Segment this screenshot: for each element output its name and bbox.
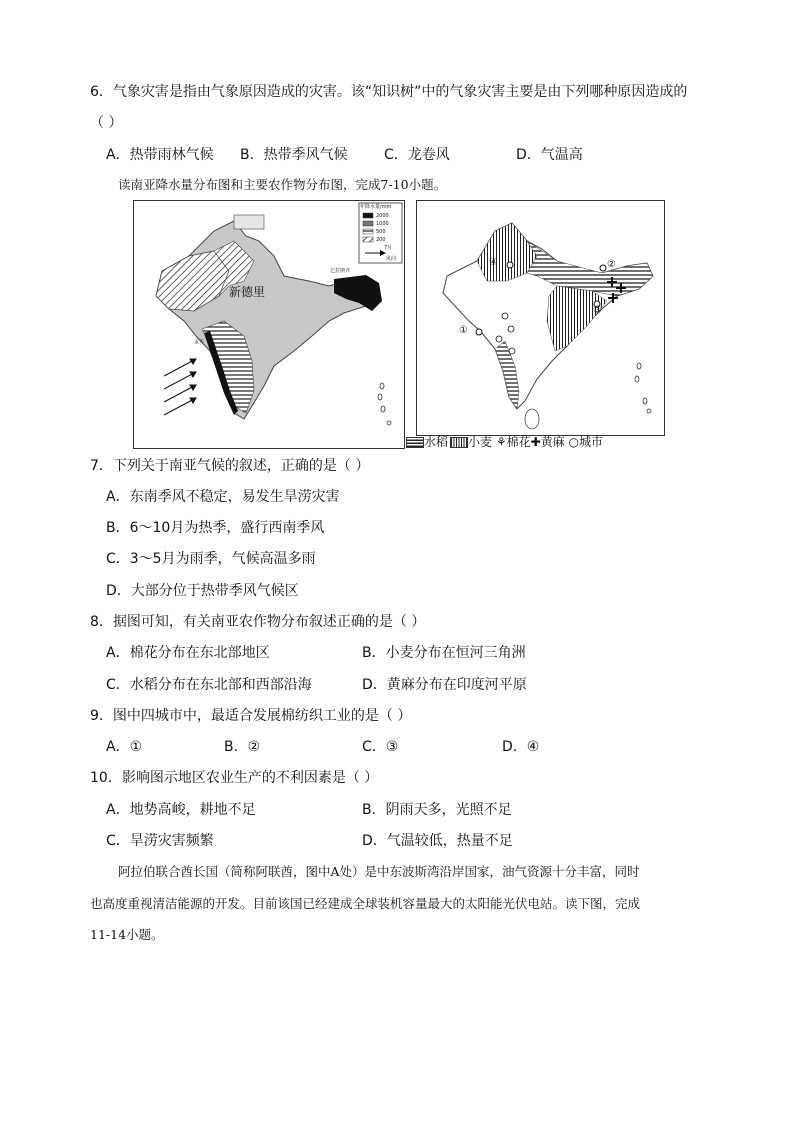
legend-wheat: 小麦 xyxy=(468,435,493,449)
q6-option-b: B．热带季风气候 xyxy=(240,147,348,163)
legend-value-2000: 2000 xyxy=(376,213,389,219)
q6-answer-paren: （ ） xyxy=(90,115,123,131)
wheat-swatch xyxy=(450,437,468,448)
precipitation-map xyxy=(133,200,405,449)
intro-7-10: 读南亚降水量分布图和主要农作物分布图，完成7-10小题。 xyxy=(118,177,447,192)
legend-city: 城市 xyxy=(579,435,604,449)
legend-wind-direction: 风向 xyxy=(386,256,397,262)
q10-option-b: B．阴雨天多，光照不足 xyxy=(362,802,512,818)
crop-map-graphic xyxy=(417,201,664,435)
q9-option-c: C．③ xyxy=(362,739,399,755)
legend-cotton: 棉花 xyxy=(506,435,531,449)
cotton-icon: ⚘ xyxy=(495,435,507,449)
crop-distribution-map xyxy=(416,200,665,436)
city-mark-3: ③ xyxy=(593,305,602,316)
legend-value-1000: 1000 xyxy=(376,221,389,227)
rice-swatch xyxy=(406,437,424,448)
q9-stem: 9．图中四城市中，最适合发展棉纺织工业的是（ ） xyxy=(90,708,412,724)
wind-arrows xyxy=(164,359,196,415)
legend-jute: 黄麻 xyxy=(540,435,565,449)
city-mark-1: ① xyxy=(459,325,468,336)
city-icon: ○ xyxy=(568,435,580,449)
crop-legend xyxy=(406,434,603,450)
jute-icon: ✚ xyxy=(530,435,541,449)
q7-option-c: C．3～5月为雨季，气候高温多雨 xyxy=(106,551,316,567)
q8-stem: 8．据图可知，有关南亚农作物分布叙述正确的是（ ） xyxy=(90,614,426,630)
q10-option-a: A．地势高峻，耕地不足 xyxy=(106,802,256,818)
q7-option-a: A．东南季风不稳定，易发生旱涝灾害 xyxy=(106,489,340,505)
intro-11-14-line1: 阿拉伯联合酋长国（简称阿联酋，图中A处）是中东波斯湾沿岸国家，油气资源十分丰富，同时 xyxy=(118,864,640,879)
q6-option-c: C．龙卷风 xyxy=(384,147,450,163)
q10-option-c: C．旱涝灾害频繁 xyxy=(106,833,214,849)
q8-option-b: B．小麦分布在恒河三角洲 xyxy=(362,645,526,661)
place-label-cherrapunji: 乞拉朋齐 xyxy=(330,268,351,274)
legend-rice: 水稻 xyxy=(424,435,449,449)
city-mark-4: ④ xyxy=(489,257,498,268)
legend-title: 年降水量/mm xyxy=(360,204,392,210)
q10-option-d: D．气温较低，热量不足 xyxy=(362,833,513,849)
intro-11-14-line3: 11-14小题。 xyxy=(90,927,164,942)
q7-stem: 7．下列关于南亚气候的叙述，正确的是（ ） xyxy=(90,458,370,474)
q8-option-c: C．水稻分布在东北部和西部沿海 xyxy=(106,677,312,693)
city-label-new-delhi: 新德里 xyxy=(229,285,266,299)
q9-option-b: B．② xyxy=(224,739,261,755)
q7-option-b: B．6～10月为热季，盛行西南季风 xyxy=(106,520,325,536)
legend-value-500: 500 xyxy=(376,229,386,235)
q6-stem: 6．气象灾害是指由气象原因造成的灾害。该“知识树”中的气象灾害主要是由下列哪种原因造成的 xyxy=(90,84,688,100)
legend-value-200: 200 xyxy=(376,237,386,243)
intro-11-14-line2: 也高度重视清洁能源的开发。目前该国已经建成全球装机容量最大的太阳能光伏电站。读下图，完成 xyxy=(90,896,641,911)
q6-option-a: A．热带雨林气候 xyxy=(106,147,214,163)
q6-option-d: D．气温高 xyxy=(516,147,583,163)
precipitation-map-graphic xyxy=(134,201,404,448)
q7-option-d: D．大部分位于热带季风气候区 xyxy=(106,583,299,599)
place-label-mumbai: 孟买 xyxy=(194,339,205,345)
legend-wind-month: 7月 xyxy=(384,245,393,251)
q8-option-d: D．黄麻分布在印度河平原 xyxy=(362,677,527,693)
q9-option-a: A．① xyxy=(106,739,143,755)
q10-stem: 10．影响图示地区农业生产的不利因素是（ ） xyxy=(90,770,379,786)
q9-option-d: D．④ xyxy=(502,739,540,755)
q8-option-a: A．棉花分布在东北部地区 xyxy=(106,645,270,661)
city-mark-2: ② xyxy=(607,259,616,270)
